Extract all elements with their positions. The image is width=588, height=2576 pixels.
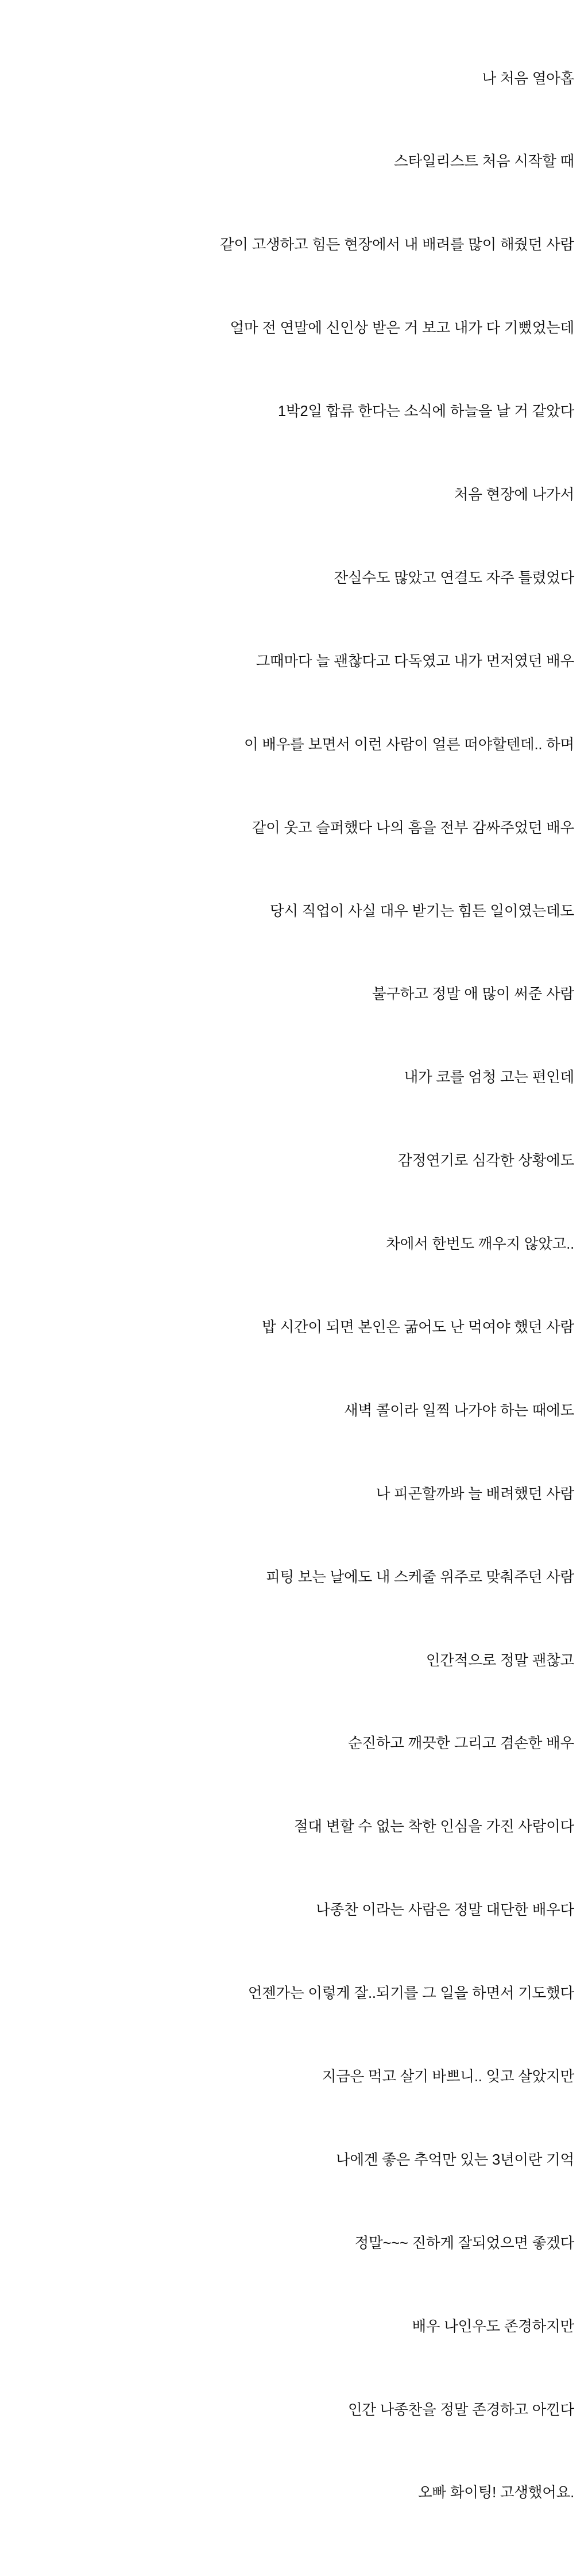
text-line: 새벽 콜이라 일찍 나가야 하는 때에도 <box>344 1402 574 1419</box>
text-line: 나종찬 이라는 사람은 정말 대단한 배우다 <box>316 1902 574 1919</box>
text-line: 그때마다 늘 괜찮다고 다독였고 내가 먼저였던 배우 <box>256 653 574 669</box>
text-line: 처음 현장에 나가서 <box>454 487 574 503</box>
text-line: 밥 시간이 되면 본인은 굶어도 난 먹여야 했던 사람 <box>262 1319 574 1335</box>
text-line: 같이 웃고 슬퍼했다 나의 흠을 전부 감싸주었던 배우 <box>252 819 574 836</box>
text-line: 같이 고생하고 힘든 현장에서 내 배려를 많이 해줬던 사람 <box>219 237 574 253</box>
text-line: 나 처음 열아홉 <box>482 70 574 87</box>
text-line: 스타일리스트 처음 시작할 때 <box>394 153 574 170</box>
text-line: 순진하고 깨끗한 그리고 겸손한 배우 <box>347 1735 574 1752</box>
text-line: 오빠 화이팅! 고생했어요. <box>418 2485 574 2501</box>
text-line: 감정연기로 심각한 상황에도 <box>398 1153 574 1169</box>
text-line: 언젠가는 이렇게 잘..되기를 그 일을 하면서 기도했다 <box>247 1985 574 2002</box>
text-line: 잔실수도 많았고 연결도 자주 틀렸었다 <box>334 569 574 586</box>
text-line: 나 피곤할까봐 늘 배려했던 사람 <box>376 1485 574 1502</box>
text-line: 1박2일 합류 한다는 소식에 하늘을 날 거 같았다 <box>278 403 574 420</box>
text-line: 나에겐 좋은 추억만 있는 3년이란 기억 <box>336 2151 574 2168</box>
text-line: 인간적으로 정말 괜찮고 <box>425 1652 574 1669</box>
text-line: 배우 나인우도 존경하지만 <box>412 2318 574 2335</box>
text-line: 피팅 보는 날에도 내 스케줄 위주로 맞춰주던 사람 <box>266 1569 574 1585</box>
text-line: 절대 변할 수 없는 착한 인심을 가진 사람이다 <box>294 1819 574 1835</box>
text-line: 불구하고 정말 애 많이 써준 사람 <box>372 986 574 1003</box>
text-line: 인간 나종찬을 정말 존경하고 아낀다 <box>347 2401 574 2418</box>
text-line: 당시 직업이 사실 대우 받기는 힘든 일이였는데도 <box>270 903 574 919</box>
message-text-block <box>14 9 574 2562</box>
text-line: 이 배우를 보면서 이런 사람이 얼른 떠야할텐데.. 하며 <box>243 736 574 753</box>
text-line: 정말~~~ 진하게 잘되었으면 좋겠다 <box>354 2235 574 2251</box>
text-line: 얼마 전 연말에 신인상 받은 거 보고 내가 다 기뻤었는데 <box>230 320 574 337</box>
text-line: 지금은 먹고 살기 바쁘니.. 잊고 살았지만 <box>322 2068 574 2085</box>
text-line: 내가 코를 엄청 고는 편인데 <box>404 1069 574 1086</box>
text-line: 차에서 한번도 깨우지 않았고.. <box>386 1236 574 1253</box>
